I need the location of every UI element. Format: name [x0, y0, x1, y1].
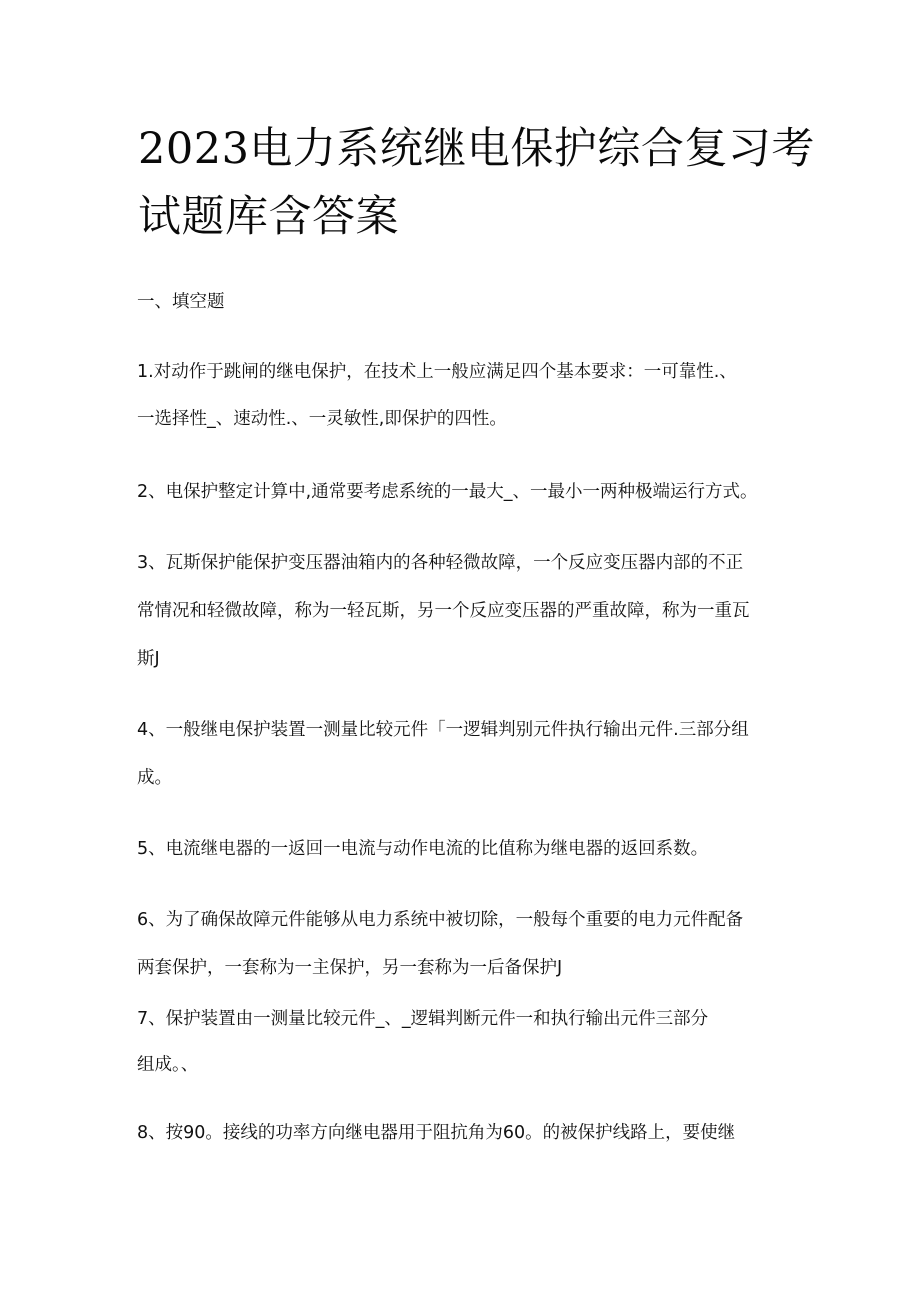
question-4-line-1: 4、一般继电保护装置一测量比较元件「一逻辑判别元件执行输出元件.三部分组: [137, 720, 749, 740]
question-6-line-2: 两套保护，一套称为一主保护，另一套称为一后备保护J: [137, 958, 563, 978]
section-heading: 一、填空题: [137, 292, 225, 312]
question-6-line-1: 6、为了确保故障元件能够从电力系统中被切除，一般每个重要的电力元件配备: [137, 910, 744, 930]
question-3-line-2: 常情况和轻微故障，称为一轻瓦斯，另一个反应变压器的严重故障，称为一重瓦: [137, 601, 750, 621]
document-title-line-1: 2023电力系统继电保护综合复习考: [138, 124, 815, 174]
question-7-line-1: 7、保护装置由一测量比较元件_、_逻辑判断元件一和执行输出元件三部分: [137, 1009, 709, 1029]
document-title-line-2: 试题库含答案: [138, 192, 399, 242]
question-1-line-2: 一选择性_、速动性.、一灵敏性,即保护的四性。: [137, 409, 507, 429]
question-4-line-2: 成。: [137, 768, 172, 788]
question-5-line-1: 5、电流继电器的一返回一电流与动作电流的比值称为继电器的返回系数。: [137, 839, 709, 859]
question-2-line-1: 2、电保护整定计算中,通常要考虑系统的一最大_、一最小一两种极端运行方式。: [137, 482, 758, 502]
question-1-line-1: 1.对动作于跳闸的继电保护，在技术上一般应满足四个基本要求：一可靠性.、: [137, 362, 737, 382]
question-3-line-3: 斯J: [137, 649, 160, 669]
question-3-line-1: 3、瓦斯保护能保护变压器油箱内的各种轻微故障，一个反应变压器内部的不正: [137, 553, 744, 573]
question-7-line-2: 组成。、: [137, 1055, 199, 1075]
question-8-line-1: 8、按90。接线的功率方向继电器用于阻抗角为60。的被保护线路上，要使继: [137, 1123, 736, 1143]
